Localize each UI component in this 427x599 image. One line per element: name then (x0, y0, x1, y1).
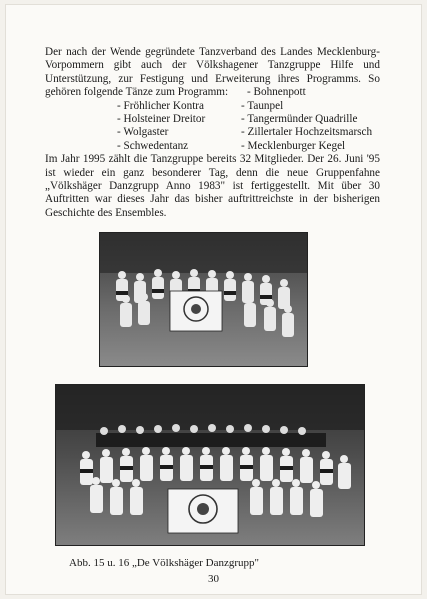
group-photo-large-image (56, 385, 364, 545)
dance-right-2: - Taunpel (241, 99, 284, 112)
dance-row (117, 126, 380, 139)
group-photo-small (99, 232, 308, 367)
paragraph-1995-text: Im Jahr 1995 zählt die Tanzgruppe bereits 32 Mitglieder. Der 26. Juni '95 ist wieder ein ganz besonderer Tag, denn die neue Gruppenfahne „Völkshäger Danzgrupp Anno 1983" ist fertiggestellt. Mit über 30 Auftritten war dieses Jahr das bisher auftrittreichste in der bisherigen Geschichte des Ensembles. (45, 153, 380, 219)
dance-list (117, 100, 380, 154)
figure-caption: Abb. 15 u. 16 „De Völkshäger Danzgrupp" (69, 557, 260, 569)
paragraph-intro-text: Der nach der Wende gegründete Tanzverband des Landes Mecklenburg-Vorpommern gibt auch der Völkshagener Tanzgruppe Hilfe und Unterstützung, zur Festigung und Erweiterung ihres Programms. So gehören folgende Tänze zum Programm: (45, 46, 380, 99)
page-number: 30 (208, 573, 219, 585)
body-text (45, 46, 380, 220)
group-photo-large (55, 384, 365, 546)
dance-row (117, 100, 380, 113)
paragraph-intro (45, 46, 380, 100)
paragraph-1995 (45, 153, 380, 220)
dance-left-2: - Holsteiner Dreitor (117, 113, 206, 126)
dance-right-1: - Bohnenpott (247, 86, 306, 99)
dance-left-1: - Fröhlicher Kontra (117, 99, 204, 112)
dance-left-4: - Schwedentanz (117, 139, 189, 152)
dance-left-3: - Wolgaster (117, 126, 169, 139)
document-page (6, 5, 421, 594)
dance-right-5: - Mecklenburger Kegel (241, 139, 346, 152)
dance-right-4: - Zillertaler Hochzeitsmarsch (241, 126, 373, 139)
group-photo-small-image (100, 233, 307, 366)
dance-right-3: - Tangermünder Quadrille (241, 113, 358, 126)
dance-row (117, 140, 380, 153)
dance-row (117, 113, 380, 126)
